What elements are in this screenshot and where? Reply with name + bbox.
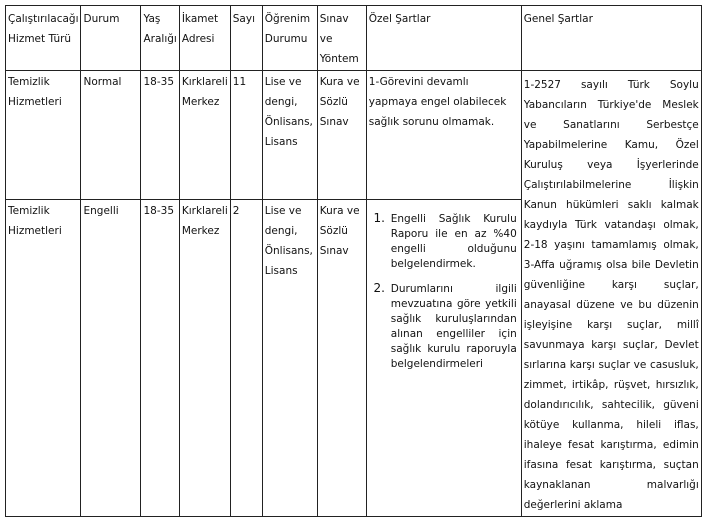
cell-durum: Engelli [81, 199, 141, 516]
header-genel-sartlar: Genel Şartlar [521, 6, 701, 71]
header-ogrenim-durumu: Öğrenim Durumu [262, 6, 317, 71]
cell-hizmet-turu: Temizlik Hizmetleri [6, 199, 81, 516]
cell-sayi: 11 [230, 71, 262, 200]
ozel-sartlar-list [371, 211, 517, 372]
job-requirements-table [5, 5, 702, 517]
cell-ikamet-adresi: Kırklareli Merkez [179, 199, 230, 516]
list-item: 2. Durumlarını ilgili mevzuatına göre yetkili sağlık kuruluşlarından alınan engelliler için sağlık kurulu raporuyla belgelendirmeleri [389, 281, 517, 372]
cell-hizmet-turu: Temizlik Hizmetleri [6, 71, 81, 200]
cell-ikamet-adresi: Kırklareli Merkez [179, 71, 230, 200]
cell-yas-araligi: 18-35 [141, 71, 179, 200]
header-sinav-yontem: Sınav ve Yöntem [317, 6, 366, 71]
cell-ozel-sartlar [366, 199, 521, 516]
list-item: 1. Engelli Sağlık Kurulu Raporu ile en az %40 engelli olduğunu belgelendirmek. [389, 211, 517, 272]
header-row [6, 6, 702, 71]
cell-ogrenim-durumu: Lise ve dengi, Önlisans, Lisans [262, 199, 317, 516]
table-row [6, 71, 702, 200]
cell-yas-araligi: 18-35 [141, 199, 179, 516]
cell-sinav-yontem: Kura ve Sözlü Sınav [317, 71, 366, 200]
cell-ozel-sartlar: 1-Görevini devamlı yapmaya engel olabilecek sağlık sorunu olmamak. [366, 71, 521, 200]
header-yas-araligi: Yaş Aralığı [141, 6, 179, 71]
header-sayi: Sayı [230, 6, 262, 71]
header-ikamet-adresi: İkamet Adresi [179, 6, 230, 71]
cell-durum: Normal [81, 71, 141, 200]
header-durum: Durum [81, 6, 141, 71]
cell-ogrenim-durumu: Lise ve dengi, Önlisans, Lisans [262, 71, 317, 200]
cell-genel-sartlar: 1-2527 sayılı Türk Soylu Yabancıların Türkiye'de Meslek ve Sanatlarını Serbestçe Yapabilmelerine Kamu, Özel Kuruluş veya İşyerlerinde Çalıştırılabilmelerine İlişkin Kanun hükümleri saklı kalmak kaydıyla Türk vatandaşı olmak, 2-18 yaşını tamamlamış olmak, 3-Affa uğramış olsa bile Devletin güvenliğine karşı suçlar, anayasal düzene ve bu düzenin işleyişine karşı suçlar, millî savunmaya karşı suçlar, Devlet sırlarına karşı suçlar ve casusluk, zimmet, irtikâp, rüşvet, hırsızlık, dolandırıcılık, sahtecilik, güveni kötüye kullanma, hileli iflas, ihaleye fesat karıştırma, edimin ifasına fesat karıştırma, suçtan kaynaklanan malvarlığı değerlerini aklama [521, 71, 701, 517]
cell-sayi: 2 [230, 199, 262, 516]
header-ozel-sartlar: Özel Şartlar [366, 6, 521, 71]
header-hizmet-turu: Çalıştırılacağı Hizmet Türü [6, 6, 81, 71]
cell-sinav-yontem: Kura ve Sözlü Sınav [317, 199, 366, 516]
